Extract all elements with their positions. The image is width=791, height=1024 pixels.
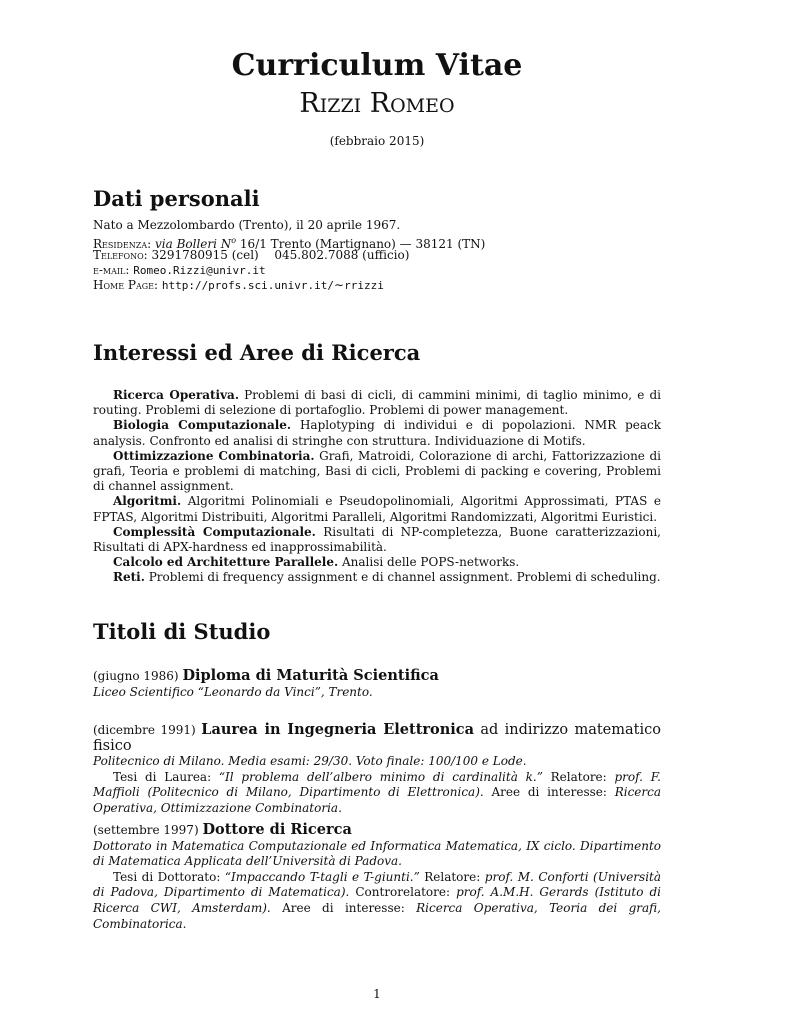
research-item-title: Algoritmi.	[113, 494, 182, 509]
document-title: Curriculum Vitae	[231, 48, 523, 83]
degree-thesis: Tesi di Laurea: “Il problema dell’albero minimo di cardinalità k.” Relatore: prof. F. Maffioli (Politecnico di Milano, Dipartimento di Elettronica). Aree di interesse: Ricerca Operativa, Ottimizzazione Combinatoria.	[93, 769, 662, 815]
research-item	[93, 388, 661, 418]
degree-title: Diploma di Maturità Scientifica	[182, 667, 439, 684]
phone-label: Telefono:	[93, 248, 148, 262]
birth-line: Nato a Mezzolombardo (Trento), il 20 aprile 1967.	[93, 218, 401, 232]
degree-title: Laurea in Ingegneria Elettronica	[201, 721, 474, 738]
research-item-text: Haplotyping di individui e di popolazioni. NMR peack analysis. Confronto ed analisi di stringhe con struttura. Individuazione di Motifs.	[93, 418, 662, 448]
section-heading-personal: Dati personali	[93, 186, 260, 211]
degree-heading	[93, 722, 661, 754]
section-heading-studies: Titoli di Studio	[93, 619, 271, 644]
degree-heading	[93, 668, 661, 685]
degree-laurea	[93, 722, 661, 817]
document-date: (febbraio 2015)	[329, 134, 425, 148]
degree-diploma	[93, 668, 661, 700]
research-item-text: Analisi delle POPS-networks.	[338, 555, 520, 570]
email-link[interactable]: Romeo.Rizzi@univr.it	[133, 264, 266, 277]
author-name: Rizzi Romeo	[299, 88, 455, 119]
research-item	[93, 525, 661, 555]
research-item-text: Problemi di frequency assignment e di channel assignment. Problemi di scheduling.	[144, 570, 661, 585]
research-item-text: Risultati di NP-completezza, Buone caratterizzazioni, Risultati di APX-hardness ed inapprossimabilità.	[93, 524, 661, 555]
degree-institution: Dottorato in Matematica Computazionale ed Informatica Matematica, IX ciclo. Dipartimento di Matematica Applicata dell’Università di Padova.	[93, 838, 661, 869]
research-item	[93, 570, 661, 585]
homepage-link[interactable]: http://profs.sci.univr.it/∼rrizzi	[161, 278, 384, 292]
degree-date: (dicembre 1991)	[93, 723, 196, 737]
research-item-title: Ottimizzazione Combinatoria.	[113, 448, 315, 463]
degree-institution: Liceo Scientifico “Leonardo da Vinci”, Trento.	[93, 684, 373, 699]
residence-value: via Bolleri $N^o$ 16/1 Trento (Martignano) — 38121 (TN)	[154, 236, 486, 251]
homepage-line	[93, 278, 661, 293]
degree-date: (giugno 1986)	[93, 669, 179, 683]
research-item	[93, 449, 661, 495]
research-item-title: Ricerca Operativa.	[113, 388, 240, 402]
research-item-title: Biologia Computazionale.	[113, 418, 292, 433]
research-item-text: Grafi, Matroidi, Colorazione di archi, Fattorizzazione di grafi, Teoria e problemi di matching, Basi di cicli, Problemi di packing e covering, Problemi di channel assignment.	[93, 448, 661, 494]
research-list	[93, 388, 661, 586]
degree-title-suffix: ad indirizzo matematico fisico	[93, 722, 661, 754]
research-item-text: Problemi di basi di cicli, di cammini minimi, di taglio minimo, e di routing. Problemi di selezione di portafoglio. Problemi di power management.	[93, 388, 661, 418]
research-item	[93, 494, 661, 524]
degree-heading	[93, 822, 661, 839]
research-item	[93, 555, 661, 570]
page-number: 1	[373, 987, 381, 1001]
degree-institution: Politecnico di Milano. Media esami: 29/30. Voto finale: 100/100 e Lode.	[93, 754, 527, 769]
email-label: e-mail:	[93, 263, 130, 277]
research-item-title: Reti.	[113, 570, 145, 585]
degree-title: Dottore di Ricerca	[202, 821, 352, 838]
research-item-title: Complessità Computazionale.	[113, 524, 316, 539]
email-line	[93, 263, 661, 278]
degree-date: (settembre 1997)	[93, 823, 199, 837]
research-item-text: Algoritmi Polinomiali e Pseudopolinomiali, Algoritmi Approssimati, PTAS e FPTAS, Algoritmi Distribuiti, Algoritmi Paralleli, Algoritmi Randomizzati, Algoritmi Euristici.	[93, 494, 661, 524]
section-heading-research: Interessi ed Aree di Ricerca	[93, 340, 421, 365]
research-item	[93, 418, 661, 448]
degree-thesis: Tesi di Dottorato: “Impaccando T-tagli e T-giunti.” Relatore: prof. M. Conforti (Università di Padova, Dipartimento di Matematica). Controrelatore: prof. A.M.H. Gerards (Istituto di Ricerca CWI, Amsterdam). Aree di interesse: Ricerca Operativa, Teoria dei grafi, Combinatorica.	[93, 869, 662, 931]
degree-dottorato	[93, 822, 661, 932]
phone-line	[93, 248, 661, 263]
residence-label: Residenza:	[93, 237, 152, 251]
phone-cel: 3291780915 (cel)	[151, 248, 259, 262]
homepage-label: Home Page:	[93, 278, 158, 292]
phone-office: 045.802.7088 (ufficio)	[274, 248, 410, 262]
research-item-title: Calcolo ed Architetture Parallele.	[113, 555, 339, 570]
